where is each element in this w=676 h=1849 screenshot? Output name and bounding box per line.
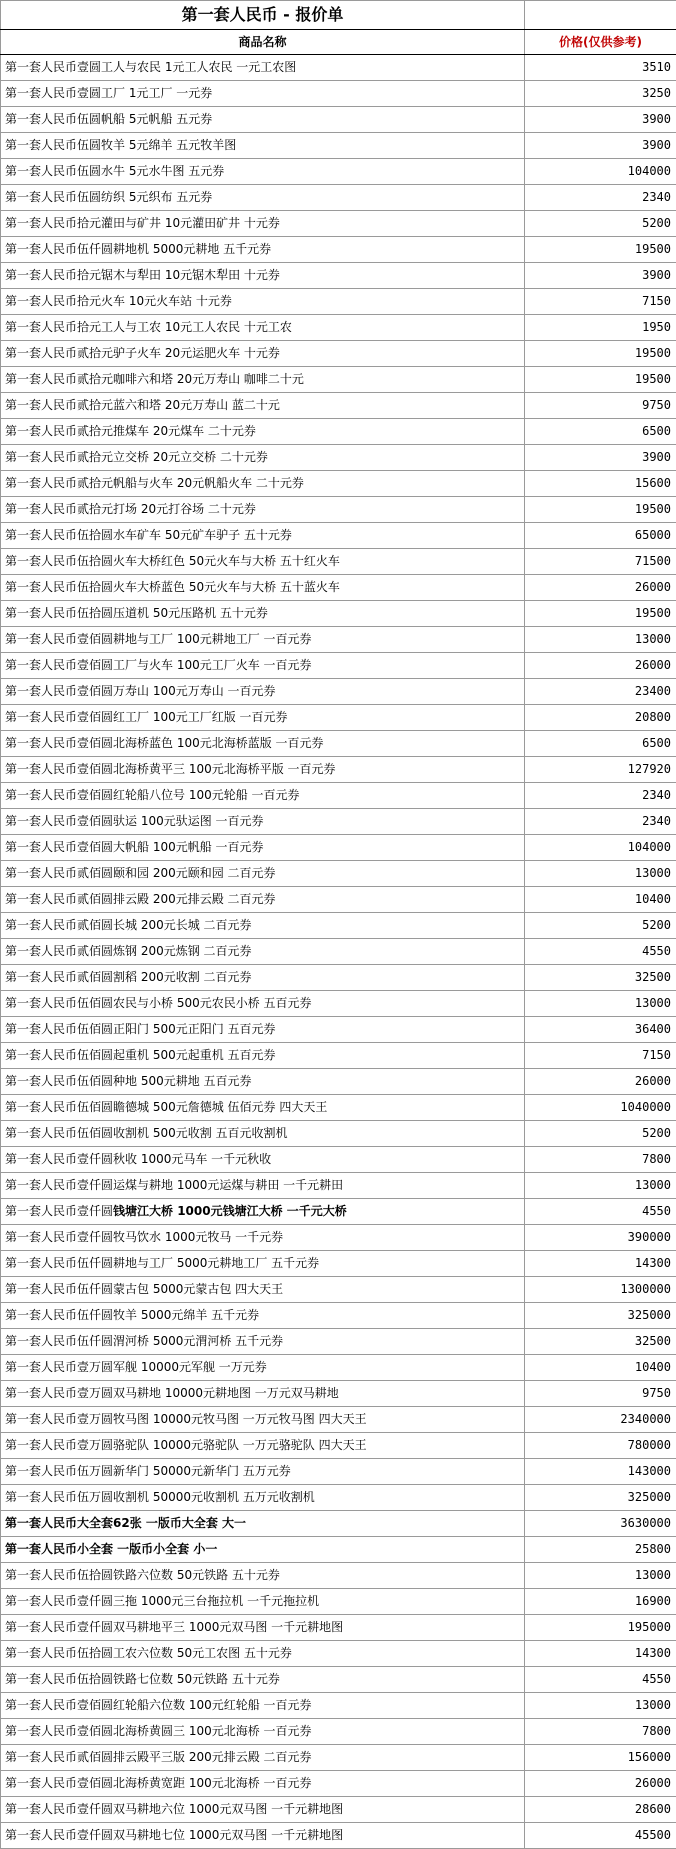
item-name-cell: 第一套人民币伍拾圆水车矿车 50元矿车驴子 五十元券 — [1, 523, 525, 549]
table-row — [1, 1797, 676, 1823]
item-price-cell: 9750 — [525, 1381, 676, 1407]
item-name-cell: 第一套人民币壹仟圆双马耕地七位 1000元双马图 一千元耕地图 — [1, 1823, 525, 1849]
item-name-cell: 第一套人民币伍拾圆工农六位数 50元工农图 五十元券 — [1, 1641, 525, 1667]
table-row — [1, 1043, 676, 1069]
table-row — [1, 601, 676, 627]
item-price-cell: 7800 — [525, 1147, 676, 1173]
table-row — [1, 159, 676, 185]
table-row — [1, 341, 676, 367]
item-name-cell: 第一套人民币伍佰圆正阳门 500元正阳门 五百元券 — [1, 1017, 525, 1043]
item-name-cell: 第一套人民币伍仟圆牧羊 5000元绵羊 五千元券 — [1, 1303, 525, 1329]
item-name-cell: 第一套人民币伍佰圆收割机 500元收割 五百元收割机 — [1, 1121, 525, 1147]
item-price-cell: 390000 — [525, 1225, 676, 1251]
item-price-cell: 195000 — [525, 1615, 676, 1641]
table-row — [1, 1355, 676, 1381]
item-price-cell: 3250 — [525, 81, 676, 107]
table-row — [1, 1173, 676, 1199]
item-name-cell: 第一套人民币贰拾元驴子火车 20元运肥火车 十元券 — [1, 341, 525, 367]
item-price-cell: 13000 — [525, 1173, 676, 1199]
item-name-cell: 第一套人民币伍拾圆铁路六位数 50元铁路 五十元券 — [1, 1563, 525, 1589]
table-row — [1, 1563, 676, 1589]
item-name-cell: 第一套人民币壹万圆军舰 10000元军舰 一万元券 — [1, 1355, 525, 1381]
item-price-cell: 7150 — [525, 289, 676, 315]
item-price-cell: 23400 — [525, 679, 676, 705]
item-price-cell: 6500 — [525, 419, 676, 445]
item-price-cell: 6500 — [525, 731, 676, 757]
item-price-cell: 13000 — [525, 1693, 676, 1719]
column-header-name: 商品名称 — [1, 30, 525, 55]
item-name-cell: 第一套人民币壹佰圆工厂与火车 100元工厂火车 一百元券 — [1, 653, 525, 679]
item-price-cell: 32500 — [525, 1329, 676, 1355]
item-price-cell: 45500 — [525, 1823, 676, 1849]
item-name-part: 第一套人民币壹仟圆 — [5, 1204, 114, 1218]
item-price-cell: 3900 — [525, 263, 676, 289]
item-name-cell: 第一套人民币壹佰圆北海桥蓝色 100元北海桥蓝版 一百元券 — [1, 731, 525, 757]
table-row — [1, 1615, 676, 1641]
column-header-price: 价格(仅供参考) — [525, 30, 676, 55]
item-price-cell: 156000 — [525, 1745, 676, 1771]
item-price-cell: 28600 — [525, 1797, 676, 1823]
table-row — [1, 653, 676, 679]
item-price-cell: 2340000 — [525, 1407, 676, 1433]
item-name-cell: 第一套人民币壹万圆牧马图 10000元牧马图 一万元牧马图 四大天王 — [1, 1407, 525, 1433]
item-name-cell: 第一套人民币壹圆工厂 1元工厂 一元券 — [1, 81, 525, 107]
item-name-cell: 第一套人民币小全套 一版币小全套 小一 — [1, 1537, 525, 1563]
sheet-title: 第一套人民币 - 报价单 — [1, 1, 525, 30]
table-row — [1, 1381, 676, 1407]
item-price-cell: 26000 — [525, 1771, 676, 1797]
item-price-cell: 5200 — [525, 211, 676, 237]
table-row — [1, 913, 676, 939]
table-row — [1, 107, 676, 133]
item-price-cell: 7800 — [525, 1719, 676, 1745]
item-price-cell: 3510 — [525, 55, 676, 81]
item-price-cell: 26000 — [525, 1069, 676, 1095]
item-price-cell: 1300000 — [525, 1277, 676, 1303]
header-row — [1, 30, 676, 55]
table-row — [1, 133, 676, 159]
table-row — [1, 1069, 676, 1095]
item-name-cell: 第一套人民币拾元锯木与犁田 10元锯木犁田 十元券 — [1, 263, 525, 289]
table-row — [1, 1199, 676, 1225]
item-name-cell: 第一套人民币壹佰圆北海桥黄圆三 100元北海桥 一百元券 — [1, 1719, 525, 1745]
table-row — [1, 991, 676, 1017]
table-row — [1, 445, 676, 471]
item-name-cell: 第一套人民币贰拾元推煤车 20元煤车 二十元券 — [1, 419, 525, 445]
item-name-cell: 第一套人民币伍仟圆蒙古包 5000元蒙古包 四大天王 — [1, 1277, 525, 1303]
item-name-cell: 第一套人民币伍万圆收割机 50000元收割机 五万元收割机 — [1, 1485, 525, 1511]
item-name-cell: 第一套人民币贰佰圆排云殿平三版 200元排云殿 二百元券 — [1, 1745, 525, 1771]
table-row — [1, 809, 676, 835]
table-row — [1, 1017, 676, 1043]
table-row — [1, 1407, 676, 1433]
item-name-cell: 第一套人民币壹佰圆红轮船八位号 100元轮船 一百元券 — [1, 783, 525, 809]
table-row — [1, 679, 676, 705]
item-price-cell: 65000 — [525, 523, 676, 549]
item-price-cell: 780000 — [525, 1433, 676, 1459]
item-name-cell: 第一套人民币伍仟圆渭河桥 5000元渭河桥 五千元券 — [1, 1329, 525, 1355]
item-name-cell: 第一套人民币壹佰圆万寿山 100元万寿山 一百元券 — [1, 679, 525, 705]
item-name-cell: 第一套人民币贰拾元帆船与火车 20元帆船火车 二十元券 — [1, 471, 525, 497]
table-row — [1, 497, 676, 523]
table-row — [1, 757, 676, 783]
item-price-cell: 13000 — [525, 991, 676, 1017]
item-name-cell: 第一套人民币伍佰圆农民与小桥 500元农民小桥 五百元券 — [1, 991, 525, 1017]
table-row — [1, 887, 676, 913]
item-price-cell: 3900 — [525, 107, 676, 133]
item-price-cell: 19500 — [525, 341, 676, 367]
item-price-cell: 13000 — [525, 861, 676, 887]
item-name-cell: 第一套人民币贰拾元咖啡六和塔 20元万寿山 咖啡二十元 — [1, 367, 525, 393]
item-name-cell: 第一套人民币伍佰圆起重机 500元起重机 五百元券 — [1, 1043, 525, 1069]
item-name-cell: 第一套人民币贰佰圆割稻 200元收割 二百元券 — [1, 965, 525, 991]
item-price-cell: 1950 — [525, 315, 676, 341]
item-price-cell: 4550 — [525, 1199, 676, 1225]
table-row — [1, 263, 676, 289]
item-price-cell: 10400 — [525, 887, 676, 913]
item-price-cell: 4550 — [525, 1667, 676, 1693]
table-row — [1, 471, 676, 497]
item-price-cell: 71500 — [525, 549, 676, 575]
table-row — [1, 1121, 676, 1147]
table-row — [1, 861, 676, 887]
item-name-cell: 第一套人民币拾元灌田与矿井 10元灌田矿井 十元券 — [1, 211, 525, 237]
item-name-cell: 第一套人民币壹佰圆北海桥黄平三 100元北海桥平版 一百元券 — [1, 757, 525, 783]
table-row — [1, 1511, 676, 1537]
price-table-body — [1, 1, 676, 1849]
item-name-cell: 第一套人民币壹佰圆红工厂 100元工厂红版 一百元券 — [1, 705, 525, 731]
item-name-cell: 第一套人民币壹佰圆耕地与工厂 100元耕地工厂 一百元券 — [1, 627, 525, 653]
item-name-cell: 第一套人民币大全套62张 一版币大全套 大一 — [1, 1511, 525, 1537]
item-name-cell: 第一套人民币壹仟圆牧马饮水 1000元牧马 一千元券 — [1, 1225, 525, 1251]
item-name-cell: 第一套人民币壹圆工人与农民 1元工人农民 一元工农图 — [1, 55, 525, 81]
item-price-cell: 325000 — [525, 1485, 676, 1511]
item-name-cell: 第一套人民币壹万圆骆驼队 10000元骆驼队 一万元骆驼队 四大天王 — [1, 1433, 525, 1459]
table-row — [1, 55, 676, 81]
table-row — [1, 627, 676, 653]
item-name-emphasis: 钱塘江大桥 1000元钱塘江大桥 一千元大桥 — [113, 1204, 347, 1218]
table-row — [1, 1823, 676, 1849]
item-price-cell: 16900 — [525, 1589, 676, 1615]
item-price-cell: 325000 — [525, 1303, 676, 1329]
item-name-cell: 第一套人民币壹仟圆运煤与耕地 1000元运煤与耕田 一千元耕田 — [1, 1173, 525, 1199]
item-name-cell: 第一套人民币贰佰圆颐和园 200元颐和园 二百元券 — [1, 861, 525, 887]
table-row — [1, 1771, 676, 1797]
item-name-cell: 第一套人民币贰拾元立交桥 20元立交桥 二十元券 — [1, 445, 525, 471]
table-row — [1, 1641, 676, 1667]
table-row — [1, 1329, 676, 1355]
item-price-cell: 3900 — [525, 133, 676, 159]
table-row — [1, 1537, 676, 1563]
item-name-cell: 第一套人民币壹佰圆红轮船六位数 100元红轮船 一百元券 — [1, 1693, 525, 1719]
item-name-cell: 第一套人民币贰拾元蓝六和塔 20元万寿山 蓝二十元 — [1, 393, 525, 419]
item-name-cell: 第一套人民币伍万圆新华门 50000元新华门 五万元券 — [1, 1459, 525, 1485]
item-name-cell: 第一套人民币壹仟圆秋收 1000元马车 一千元秋收 — [1, 1147, 525, 1173]
item-price-cell: 32500 — [525, 965, 676, 991]
item-price-cell: 19500 — [525, 601, 676, 627]
table-row — [1, 237, 676, 263]
item-name-cell: 第一套人民币伍圆水牛 5元水牛图 五元券 — [1, 159, 525, 185]
item-price-cell: 7150 — [525, 1043, 676, 1069]
item-price-cell: 14300 — [525, 1641, 676, 1667]
item-price-cell: 2340 — [525, 783, 676, 809]
table-row — [1, 1459, 676, 1485]
table-row — [1, 705, 676, 731]
item-price-cell: 5200 — [525, 1121, 676, 1147]
table-row — [1, 783, 676, 809]
table-row — [1, 1693, 676, 1719]
table-row — [1, 939, 676, 965]
table-row — [1, 1745, 676, 1771]
item-name-cell: 第一套人民币伍拾圆铁路七位数 50元铁路 五十元券 — [1, 1667, 525, 1693]
item-name-cell: 第一套人民币贰拾元打场 20元打谷场 二十元券 — [1, 497, 525, 523]
item-name-cell: 第一套人民币伍拾圆压道机 50元压路机 五十元券 — [1, 601, 525, 627]
table-row — [1, 575, 676, 601]
title-blank-cell — [525, 1, 676, 30]
item-price-cell: 19500 — [525, 497, 676, 523]
item-name-cell: 第一套人民币壹仟圆三拖 1000元三台拖拉机 一千元拖拉机 — [1, 1589, 525, 1615]
table-row — [1, 1433, 676, 1459]
item-price-cell: 25800 — [525, 1537, 676, 1563]
item-price-cell: 143000 — [525, 1459, 676, 1485]
table-row — [1, 1095, 676, 1121]
table-row — [1, 185, 676, 211]
item-price-cell: 26000 — [525, 653, 676, 679]
item-price-cell: 36400 — [525, 1017, 676, 1043]
table-row — [1, 1589, 676, 1615]
item-price-cell: 19500 — [525, 367, 676, 393]
table-row — [1, 1277, 676, 1303]
item-price-cell: 13000 — [525, 627, 676, 653]
table-row — [1, 1251, 676, 1277]
table-row — [1, 81, 676, 107]
item-price-cell: 13000 — [525, 1563, 676, 1589]
item-price-cell: 15600 — [525, 471, 676, 497]
item-name-cell: 第一套人民币伍佰圆瞻德城 500元詹德城 伍佰元券 四大天王 — [1, 1095, 525, 1121]
table-row — [1, 523, 676, 549]
item-name-cell: 第一套人民币伍圆牧羊 5元绵羊 五元牧羊图 — [1, 133, 525, 159]
item-name-cell: 第一套人民币伍仟圆耕地机 5000元耕地 五千元券 — [1, 237, 525, 263]
item-name-cell: 第一套人民币伍佰圆种地 500元耕地 五百元券 — [1, 1069, 525, 1095]
item-name-cell: 第一套人民币伍仟圆耕地与工厂 5000元耕地工厂 五千元券 — [1, 1251, 525, 1277]
item-name-cell: 第一套人民币壹仟圆双马耕地六位 1000元双马图 一千元耕地图 — [1, 1797, 525, 1823]
item-name-cell: 第一套人民币贰佰圆炼钢 200元炼钢 二百元券 — [1, 939, 525, 965]
item-price-cell: 104000 — [525, 835, 676, 861]
item-name-cell: 第一套人民币伍圆帆船 5元帆船 五元券 — [1, 107, 525, 133]
table-row — [1, 965, 676, 991]
title-row — [1, 1, 676, 30]
item-name-cell: 第一套人民币壹万圆双马耕地 10000元耕地图 一万元双马耕地 — [1, 1381, 525, 1407]
item-price-cell: 14300 — [525, 1251, 676, 1277]
table-row — [1, 289, 676, 315]
table-row — [1, 731, 676, 757]
table-row — [1, 367, 676, 393]
table-row — [1, 1485, 676, 1511]
item-name-cell: 第一套人民币伍圆纺织 5元织布 五元券 — [1, 185, 525, 211]
item-name-cell: 第一套人民币壹佰圆驮运 100元驮运图 一百元券 — [1, 809, 525, 835]
table-row — [1, 393, 676, 419]
item-name-cell: 第一套人民币壹佰圆大帆船 100元帆船 一百元券 — [1, 835, 525, 861]
table-row — [1, 1147, 676, 1173]
table-row — [1, 1225, 676, 1251]
item-name-cell — [1, 1199, 525, 1225]
item-price-cell: 2340 — [525, 809, 676, 835]
item-price-cell: 1040000 — [525, 1095, 676, 1121]
table-row — [1, 1719, 676, 1745]
table-row — [1, 1667, 676, 1693]
table-row — [1, 315, 676, 341]
item-name-cell: 第一套人民币壹佰圆北海桥黄宽距 100元北海桥 一百元券 — [1, 1771, 525, 1797]
item-price-cell: 104000 — [525, 159, 676, 185]
table-row — [1, 549, 676, 575]
item-name-cell: 第一套人民币贰佰圆长城 200元长城 二百元券 — [1, 913, 525, 939]
item-price-cell: 10400 — [525, 1355, 676, 1381]
item-price-cell: 20800 — [525, 705, 676, 731]
item-name-cell: 第一套人民币拾元工人与工农 10元工人农民 十元工农 — [1, 315, 525, 341]
table-row — [1, 419, 676, 445]
item-name-cell: 第一套人民币壹仟圆双马耕地平三 1000元双马图 一千元耕地图 — [1, 1615, 525, 1641]
item-name-cell: 第一套人民币贰佰圆排云殿 200元排云殿 二百元券 — [1, 887, 525, 913]
table-row — [1, 835, 676, 861]
item-price-cell: 3630000 — [525, 1511, 676, 1537]
item-price-cell: 127920 — [525, 757, 676, 783]
item-price-cell: 5200 — [525, 913, 676, 939]
item-price-cell: 2340 — [525, 185, 676, 211]
item-price-cell: 3900 — [525, 445, 676, 471]
item-price-cell: 9750 — [525, 393, 676, 419]
item-price-cell: 19500 — [525, 237, 676, 263]
item-price-cell: 4550 — [525, 939, 676, 965]
item-name-cell: 第一套人民币伍拾圆火车大桥红色 50元火车与大桥 五十红火车 — [1, 549, 525, 575]
item-name-cell: 第一套人民币拾元火车 10元火车站 十元券 — [1, 289, 525, 315]
item-price-cell: 26000 — [525, 575, 676, 601]
item-name-cell: 第一套人民币伍拾圆火车大桥蓝色 50元火车与大桥 五十蓝火车 — [1, 575, 525, 601]
table-row — [1, 1303, 676, 1329]
table-row — [1, 211, 676, 237]
